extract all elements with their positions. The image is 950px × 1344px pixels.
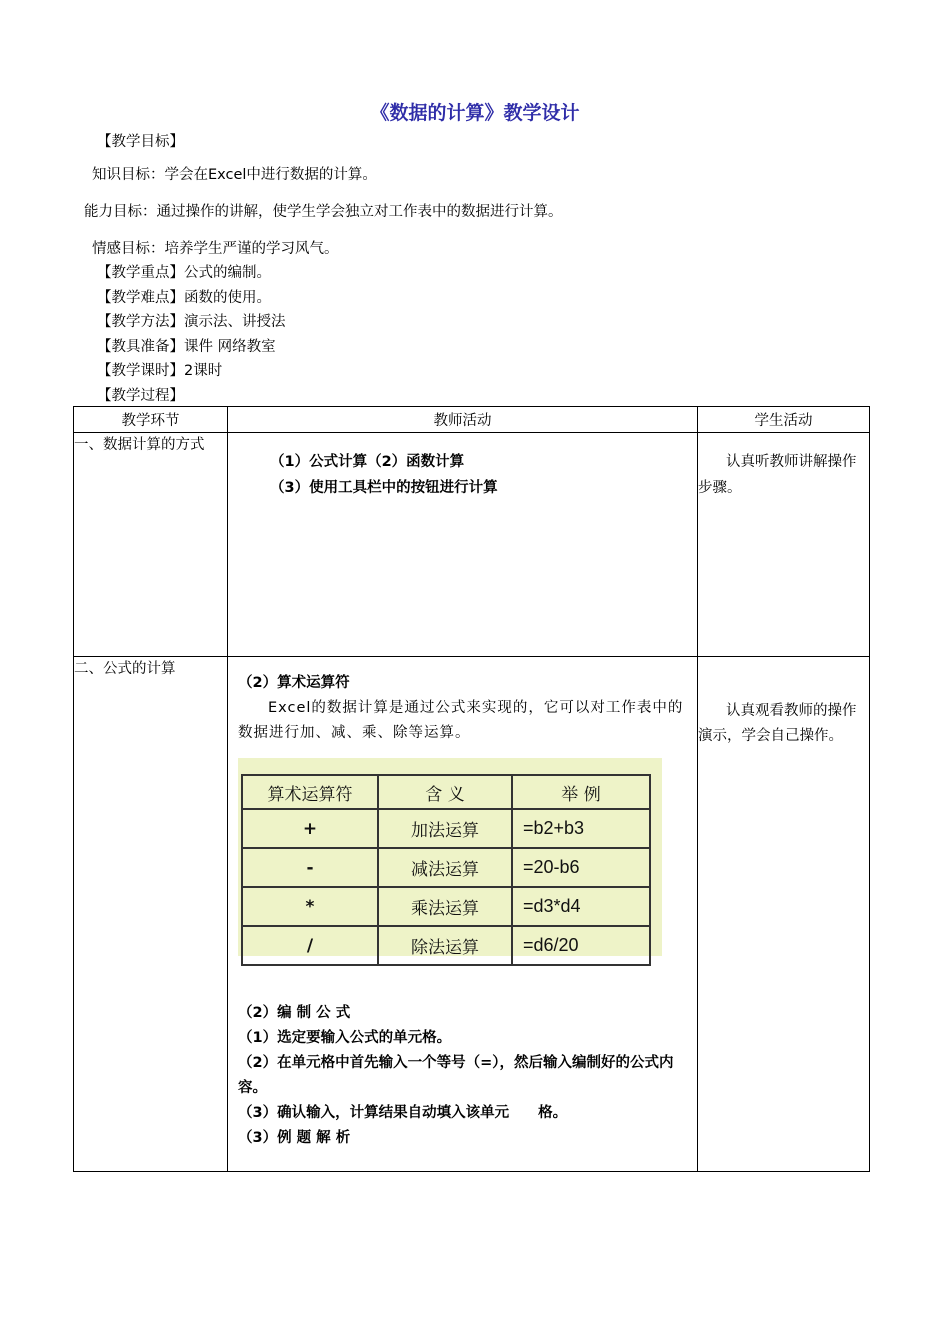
table-row <box>74 433 870 657</box>
operator-row <box>242 848 650 887</box>
table-header-row <box>74 407 870 433</box>
step-line: （2）在单元格中首先输入一个等号（=），然后输入编制好的公式内容。 <box>238 1055 674 1096</box>
operator-symbol: / <box>242 926 378 965</box>
operator-example: =20-b6 <box>512 848 650 887</box>
emotion-goal: 情感目标：培养学生严谨的学习风气。 <box>92 241 339 257</box>
operator-table <box>241 774 651 966</box>
step-line: （1）选定要输入公式的单元格。 <box>238 1030 452 1046</box>
operator-example: =d3*d4 <box>512 887 650 926</box>
goal-header: 【教学目标】 <box>97 134 184 150</box>
teaching-tools: 【教具准备】课件 网络教室 <box>97 339 276 355</box>
row1-teacher-line: （1）公式计算（2）函数计算 <box>270 454 465 470</box>
teaching-hours: 【教学课时】2课时 <box>97 363 223 379</box>
operator-row <box>242 926 650 965</box>
step-line: （2）编 制 公 式 <box>238 1005 351 1021</box>
operator-meaning: 乘法运算 <box>378 887 512 926</box>
operator-row <box>242 887 650 926</box>
header-section: 教学环节 <box>74 407 228 433</box>
operator-meaning: 除法运算 <box>378 926 512 965</box>
row2-teacher-para: Excel的数据计算是通过公式来实现的，它可以对工作表中的数据进行加、减、乘、除等运算。 <box>238 700 684 741</box>
row2-student: 认真观看教师的操作演示，学会自己操作。 <box>698 657 870 1172</box>
operator-table-image <box>238 758 662 956</box>
teaching-method: 【教学方法】演示法、讲授法 <box>97 314 286 330</box>
operator-example: =b2+b3 <box>512 809 650 848</box>
header-teacher: 教师活动 <box>228 407 698 433</box>
operator-header: 算术运算符 <box>242 775 378 809</box>
teaching-process: 【教学过程】 <box>97 388 184 404</box>
operator-header: 含 义 <box>378 775 512 809</box>
row1-section: 一、数据计算的方式 <box>74 433 228 657</box>
row2-section: 二、公式的计算 <box>74 657 228 1172</box>
operator-header-row <box>242 775 650 809</box>
document-title: 《数据的计算》教学设计 <box>370 102 580 124</box>
ability-goal: 能力目标：通过操作的讲解，使学生学会独立对工作表中的数据进行计算。 <box>84 204 563 220</box>
step-line: （3）例 题 解 析 <box>238 1130 351 1146</box>
operator-symbol: - <box>242 848 378 887</box>
row1-student: 认真听教师讲解操作步骤。 <box>698 433 870 657</box>
operator-meaning: 加法运算 <box>378 809 512 848</box>
teaching-difficulty: 【教学难点】函数的使用。 <box>97 290 271 306</box>
knowledge-goal: 知识目标：学会在Excel中进行数据的计算。 <box>92 167 377 183</box>
header-student: 学生活动 <box>698 407 870 433</box>
operator-row <box>242 809 650 848</box>
operator-symbol: * <box>242 887 378 926</box>
operator-example: =d6/20 <box>512 926 650 965</box>
step-line: （3）确认输入，计算结果自动填入该单元 格。 <box>238 1105 568 1121</box>
operator-header: 举 例 <box>512 775 650 809</box>
row1-teacher-line: （3）使用工具栏中的按钮进行计算 <box>270 480 498 496</box>
row1-teacher <box>228 433 698 657</box>
teaching-focus: 【教学重点】公式的编制。 <box>97 265 271 281</box>
operator-symbol: + <box>242 809 378 848</box>
row2-teacher-heading: （2）算术运算符 <box>238 675 350 691</box>
operator-meaning: 减法运算 <box>378 848 512 887</box>
